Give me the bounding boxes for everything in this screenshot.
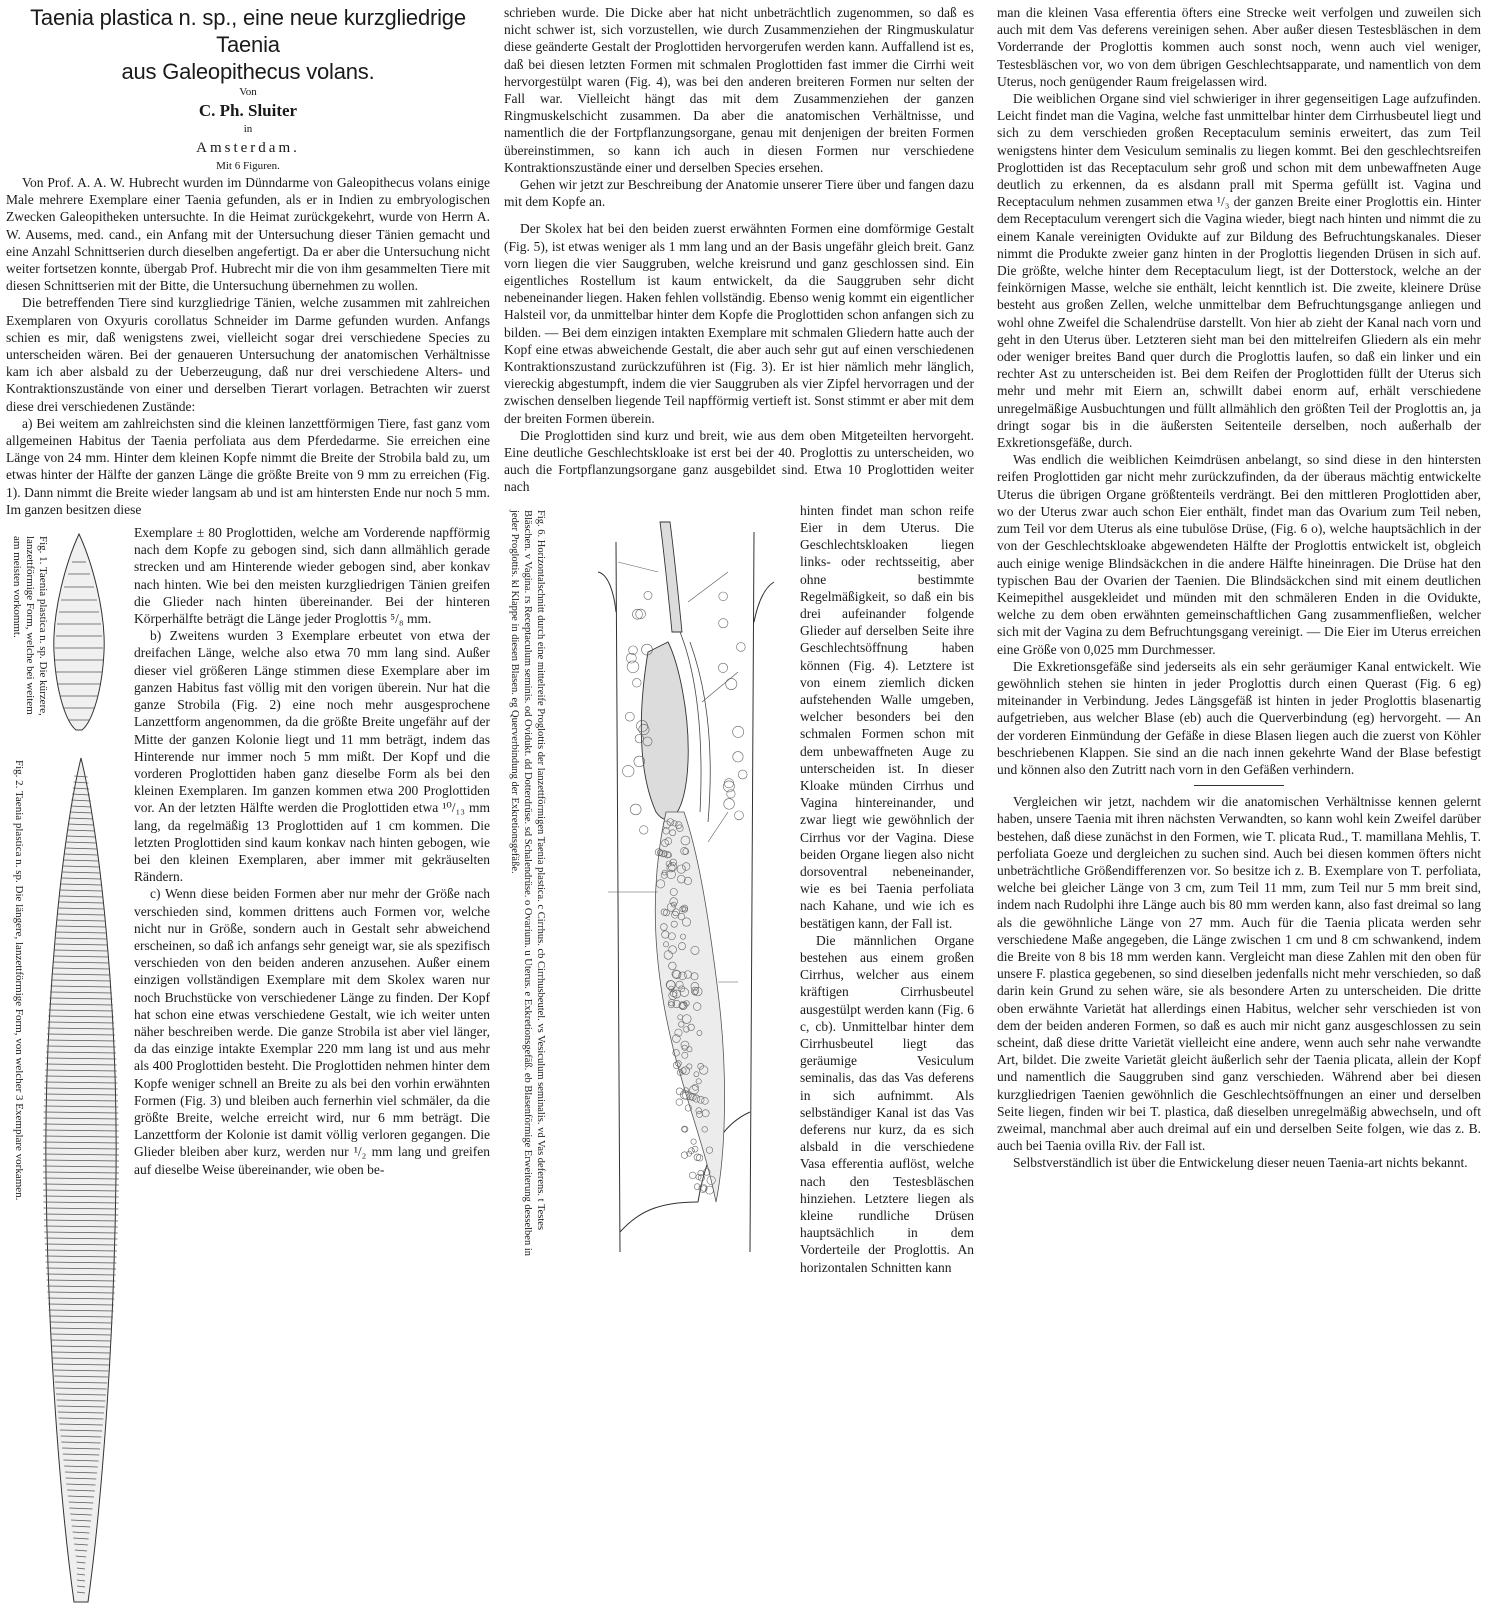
column-2 — [504, 4, 974, 1282]
figure-1-2-column — [6, 524, 134, 1614]
paragraph: Was endlich die weiblichen Keimdrüsen anbelangt, so sind diese in den hintersten reifen Proglottiden gar nicht mehr zurückzufinden, da der überaus mächtig entwickelte Uterus die übrigen Organe größtenteils verdrängt. Bei den mittleren Proglottiden aber, wo der Uterus zwar auch schon Eier enthält, findet man das Ovarium zum Teil neben, zum Teil vor dem Uterus als eine tubulöse Drüse, (Fig. 6 o), welche hauptsächlich in der von der Geschlechtskloake abgewendeten Hälfte der Proglottis entwickelt ist, obgleich auch einige wenige Blindsäckchen in die andere Hälfte hineinragen. Die Drüse hat den typischen Bau der Ovarien der Taenien. Die Blindsäckchen sind mit einem deutlichen Keimepithel ausgekleidet und münden mit den schmäleren Enden in die Ovidukte, welche zu dem oben erwähnten gemeinschaftlichen Gang zusammenfließen, welcher sich mit der Vagina zu dem Befruchtungsgang vereinigt. — Die Eier im Uterus erreichen eine Größe von 0,025 mm Durchmesser. — [997, 452, 1481, 657]
figure-6-illustration — [578, 512, 796, 1272]
paragraph: Die Exkretionsgefäße sind jederseits als ein sehr geräumiger Kanal entwickelt. Wie gewöhnlich stehen sie hinten in jeder Proglottis durch einen Querast (Fig. 6 eg) miteinander in Verbindung. Jedes Längsgefäß ist hinten in jeder Proglottis blasenartig aufgetrieben, aus welcher Blase (eb) auch die Querverbindung (eg) hervorgeht. — An der vorderen Einmündung der Gefäße in diese Blasen liegen auch die zuerst von Köhler beschriebenen Klappen. Sie sind an die nach innen gekehrte Wand der Blase befestigt und können also den Zutritt nach vorn in den Gefäßen verhindern. — [997, 658, 1481, 777]
paragraph: Die weiblichen Organe sind viel schwieriger in ihrer gegenseitigen Lage aufzufinden. Leicht findet man die Vagina, welche fast unmittelbar hinter dem Cirrhusbeutel liegt und sich zu dem verschieden großen Receptaculum seminis erweitert, das zum Teil wenigstens hinter dem Vesiculum seminalis zu liegen kommt. Bei den geschlechtsreifen Proglottiden ist das Receptaculum sehr groß und schon mit dem unbewaffneten Auge deutlich zu erkennen, da es alsdann prall mit Sperma gefüllt ist. Vagina und Receptaculum nehmen zusammen etwa ¹/₃ der ganzen Breite einer Proglottis ein. Hinter dem Receptaculum verengert sich die Vagina wieder, biegt nach hinten und nimmt die zu einem Kanale vereinigten Ovidukte auf zur Bildung des Befruchtungskanales. Dieser nimmt die Produkte zweier ganz hinten in der Proglottis liegenden Drüsen in sich auf. Die größte, welche hinter dem Receptaculum liegt, ist der Dotterstock, welche an der feinkörnigen Masse, welche sie enthält, leicht kenntlich ist. Die zweite, kleinere Drüse besteht aus großen Zellen, welche unmittelbar dem Befruchtungsgange anliegen und wohl ohne Zweifel die Schalendrüse darstellt. Von hier ab zieht der Kanal nach vorn und geht in den Uterus über. Letzteren sieht man bei den mittelreifen Gliedern als ein mehr oder weniger breites Band quer durch die Proglottis laufen, so daß ein linker und ein rechter Ast zu unterscheiden ist. Bei dem Reifen der Proglottiden füllt der Uterus sich mehr und mehr mit Eiern an, schwillt dabei enorm auf, erhält verschiedene unregelmäßige Ausbuchtungen und füllt allmählich den größten Teil der Proglottis an, ja dringt sogar bis in die äußersten Seitenteile derselben, noch außerhalb der Exkretionsgefäße, durch. — [997, 91, 1481, 451]
paragraph: c) Wenn diese beiden Formen aber nur mehr der Größe nach verschieden sind, kommen drittens auch Formen vor, welche nicht nur in Größe, sondern auch in Gestalt sehr abweichend erscheinen, so daß ich anfangs sehr geneigt war, sie als spezifisch verschieden von den beiden anderen anzusehen. Außer einem einzigen vollständigen Exemplare mit dem Skolex waren nur noch Bruchstücke von verschiedener Länge zu finden. Der Kopf hat schon eine etwas verschiedene Gestalt, wie ich weiter unten näher beschreiben werde. Die ganze Strobila ist aber viel länger, da das einzige intakte Exemplar 220 mm lang ist und aus mehr als 400 Proglottiden besteht. Die Proglottiden nehmen hinter dem Kopfe weniger schnell an Breite zu als bei den vorhin erwähnten Formen (Fig. 3) und bleiben auch fernerhin viel schmäler, da die größte Breite, welche erreicht wird, nur 6 mm beträgt. Die Lanzettform der Kolonie ist damit völlig verloren gegangen. Die Glieder bleiben aber kurz, werden nur ¹/₂ mm lang und greifen auf dieselbe Weise übereinander, wie oben be- — [134, 886, 490, 1177]
author-city: Amsterdam. — [196, 140, 300, 156]
column-3 — [997, 4, 1481, 1172]
paragraph: Der Skolex hat bei den beiden zuerst erwähnten Formen eine domförmige Gestalt (Fig. 5), ist etwas weniger als 1 mm lang und an der Basis ungefähr gleich breit. Ganz vorn liegen die vier Sauggruben, welche kreisrund und ganz geschlossen sind. Ein eigentliches Rostellum ist kaum entwickelt, da die Sauggruben sehr dicht nebeneinander liegen. Haken fehlen vollständig. Ebenso wenig kommt ein eigentlicher Halsteil vor, da unmittelbar hinter dem Kopfe die Proglottiden schon anfangen sich zu bilden. — Bei dem einzigen intakten Exemplare mit schmalen Gliedern hatte auch der Kopf eine etwas abweichende Gestalt, die aber auch sehr gut auf einen verschiedenen Kontraktionszustand zurückzuführen ist (Fig. 3). Er ist hier nämlich mehr länglich, viereckig abgestumpft, indem die vier Sauggruben als vier Zipfel hervorragen und der zwischen denselben liegende Teil napfförmig vertieft ist. Sonst stimmt er aber mit dem der breiten Formen überein. — [504, 221, 974, 426]
figure-2-illustration — [40, 756, 122, 1606]
paragraph: b) Zweitens wurden 3 Exemplare erbeutet von etwa der dreifachen Länge, welche also etwa 70 mm lang sind. Außer dieser viel größeren Länge stimmen diese Exemplare aber im ganzen Habitus fast völlig mit den vorigen überein. Nur hat die ganze Strobila (Fig. 2) eine noch mehr ausgesprochene Lanzettform angenommen, da die größte Breite ungefähr auf der Mitte der ganzen Kolonie liegt und 11 mm beträgt, indem das Hinterende nur immer noch 5 mm mißt. Der Kopf und die vorderen Proglottiden haben ganz dieselbe Form als bei den kleinen Exemplaren. Im ganzen kommen etwa 200 Proglottiden vor. An der letzten Hälfte werden die Proglottiden etwa ¹⁰/₁₃ mm lang, da regelmäßig 13 Proglottiden auf 1 cm kommen. Die letzten Proglottiden sind kaum konkav nach hinten gebogen, wie bei den kleinen Exemplaren, aber immer mit gekräuselten Rändern. — [134, 628, 490, 885]
paragraph: man die kleinen Vasa efferentia öfters eine Strecke weit verfolgen und zuweilen sich auch mit dem Vas deferens vereinigen sehen. Aber außer diesen Testesbläschen in dem Vorderrande der Proglottis kommen auch sonst noch, wenn auch viel weniger, Testesbläschen vor, wo von dem übrigen Geschlechtsapparate, und namentlich von dem Uterus, noch genügender Raum freigelassen wird. — [997, 5, 1481, 89]
paragraph: Exemplare ± 80 Proglottiden, welche am Vorderende napfförmig nach dem Kopfe zu gebogen sind, sich dann allmählich gerade strecken und am Hinterende wieder gebogen sind, aber konkav nach hinten. Wie bei den meisten kurzgliedrigen Tänien greifen die Glieder nach hinten übereinander. Bei der hinteren Körperhälfte beträgt die Länge jeder Proglottis ⁵/₈ mm. — [134, 525, 490, 627]
figure-2-caption: Fig. 2. Taenia plastica n. sp. Die längere, lanzettförmige Form, von welcher 3 Exemplare vorkamen. — [13, 760, 25, 1201]
paragraph: Von Prof. A. A. W. Hubrecht wurden im Dünndarme von Galeopithecus volans einige Male mehrere Exemplare einer Taenia gefunden, als er in Indien zu embryologischen Zwecken Galeopitheken untersuchte. In die Heimat zurückgekehrt, wurde von Herrn A. W. Ausems, med. cand., ein Anfang mit der Untersuchung dieser Tänien gemacht und eine Anzahl Schnittserien durch dieselben angefertigt. Da er aber die Untersuchung nicht weiter fortsetzen konnte, übergab Prof. Hubrecht mir die von ihm gesammelten Tiere mit diesen Schnittserien mit der Bitte, die Untersuchung übernehmen zu wollen. — [6, 175, 490, 294]
paragraph: Die betreffenden Tiere sind kurzgliedrige Tänien, welche zusammen mit zahlreichen Exemplaren von Oxyuris corollatus Schneider im Darme gefunden wurden. Anfangs schien es mir, daß wenigstens zwei, vielleicht sogar drei verschiedene Species zu unterscheiden wären. Bei der genaueren Untersuchung der anatomischen Verhältnisse kam ich aber alsbald zu der Ueberzeugung, daß nur drei verschiedene Alters- und Kontraktionszustände von einer und derselben Tierart vorlagen. Betrachten wir zuerst diese drei verschiedenen Zustände: — [6, 295, 490, 414]
article-title-line-1: Taenia plastica n. sp., eine neue kurzgliedrige Taenia — [30, 5, 466, 57]
byline-in: in — [243, 123, 253, 135]
paragraph: Die Proglottiden sind kurz und breit, wie aus dem oben Mitgeteilten hervorgeht. Eine deutliche Geschlechtskloake ist erst bei der 40. Proglottis zu unterscheiden, wo auch die Fortpflanzungsorgane ganz ausgebildet sind. Etwa 10 Proglottiden weiter nach — [504, 427, 974, 495]
figure-6-text — [800, 502, 974, 1282]
figure-6-caption: Fig. 6. Horizontalschnitt durch eine mittelreife Proglottis der lanzettförmigen Taenia plastica. c Cirrhus. cb Cirrhusbeutel. vs Vesiculum seminalis. vd Vas deferens. t Testes Bläschen. v Vagina. rs Receptaculum seminis. od Ovidukt. dd Dotterdrüse. sd Schalendrüse. o Ovarium. u Uterus. e Exkretionsgefäß. eb Blasenförmige Erweiterung desselben in jeder Proglottis. kl Klappe in diesen Blasen. eg Querverbindung der Exkretionsgefäße. — [509, 509, 546, 1256]
figure-1-caption: Fig. 1. Taenia plastica n. sp. Die kürzere, lanzettförmige Form, welche bei weitem am meisten vorkommt. — [11, 536, 49, 716]
paragraph: Selbstverständlich ist über die Entwickelung dieser neuen Taenia-art nichts bekannt. — [1013, 1155, 1468, 1171]
paragraph: a) Bei weitem am zahlreichsten sind die kleinen lanzettförmigen Tiere, fast ganz vom allgemeinen Habitus der Taenia perfoliata aus dem Pferdedarme. Sie erreichen eine Länge von 24 mm. Hinter dem kleinen Kopfe nimmt die Breite der Strobila bald zu, um etwas hinter der Hälfte der ganzen Länge die größte Breite von 9 mm zu erreichen (Fig. 1). Dann nimmt die Breite wieder langsam ab und ist am hintersten Ende nur noch 5 mm. Im ganzen besitzen diese — [6, 415, 490, 517]
figure-6-block — [504, 502, 974, 1282]
figure-1-illustration — [48, 532, 110, 732]
figure-1-2-text — [134, 524, 490, 1614]
paragraph: hinten findet man schon reife Eier in dem Uterus. Die Geschlechtskloaken liegen links- oder rechtsseitig, aber ohne bestimmte Regelmäßigkeit, so daß ein bis drei aufeinander folgende Glieder auf derselben Seite ihre Geschlechtsöffnung haben können (Fig. 4). Letztere ist von einem ziemlich dicken aufstehenden Walle umgeben, welcher besonders bei den schmalen Formen schon mit dem unbewaffneten Auge zu unterscheiden ist. In dieser Kloake münden Cirrhus und Vagina hintereinander, und zwar liegt wie gewöhnlich der Cirrhus vor der Vagina. Diese beiden Organe liegen also nicht dorsoventral nebeneinander, wie es bei Taenia perfoliata nach Kahane, und wie ich es bestätigen kann, der Fall ist. — [800, 502, 974, 931]
article-title-line-2: aus Galeopithecus volans. — [121, 59, 375, 84]
paragraph: Vergleichen wir jetzt, nachdem wir die anatomischen Verhältnisse kennen gelernt haben, unsere Taenia mit ihren nächsten Verwandten, so kann wohl kein Zweifel darüber bestehen, daß diese zunächst in den Formen, wie T. plicata Rud., T. mamillana Mehlis, T. perfoliata Goeze und dergleichen zu suchen sind. Auch bei diesen kommen öfters nicht unbeträchtliche Größendifferenzen vor. So besitze ich z. B. Exemplare von T. perfoliata, welche bei gleicher Länge von 3 cm, zum Teil 11 mm, zum Teil nur 5 mm breit sind, indem nach Rudolphi ihre Länge auch bis 80 mm werden kann, also fast dreimal so lang als die gewöhnliche Länge von 27 mm. Auch für die Taenia plicata werden sehr verschiedene Maße angegeben, die Länge zwischen 1 cm und 8 cm schwankend, indem die Breite von 8 bis 18 mm werden kann. Vergleicht man diese Zahlen mit den oben für unsere F. plastica gegebenen, so sind dieselben jedenfalls nicht mehr verschieden, so daß darin kein Grund zu sehen wäre, sie als besondere Arten zu unterscheiden. Die dritte oben erwähnte Varietät hat allerdings einen Habitus, welcher sehr verschieden ist von dem der beiden anderen Formen, so daß es auch mir nicht ganz ausgeschlossen zu sein scheint, daß diese dritte Varietät vielleicht eine andere, wenn auch sehr nahe verwandte Art, bildet. Die zweite Varietät gleicht äußerlich sehr der Taenia plicata, allein der Kopf und namentlich die Sauggruben sind ganz verschieden. Während aber bei diesen kurzgliedrigen Taenien gewöhnlich die Geschlechtsöffnungen an einer und derselben Seite liegen, finden wir bei T. plastica, daß dieselben unregelmäßig abwechseln, und oft zweimal, manchmal aber auch dreimal auf ein und derselben Seite folgen, wie das z. B. auch bei Taenia ovilla Riv. der Fall ist. — [997, 794, 1481, 1154]
paragraph: Gehen wir jetzt zur Beschreibung der Anatomie unserer Tiere über und fangen dazu mit dem Kopfe an. — [504, 177, 974, 210]
figure-6-column — [504, 502, 800, 1282]
byline-von: Von — [239, 86, 257, 98]
section-divider — [1194, 785, 1284, 786]
figure-count: Mit 6 Figuren. — [216, 160, 280, 172]
paragraph: schrieben wurde. Die Dicke aber hat nicht unbeträchtlich zugenommen, so daß es nicht schwer ist, sich vorzustellen, wie durch Zusammenziehen der Ringmuskulatur diese geänderte Gestalt der Proglottiden hervorgerufen werden kann. Auffallend ist es, daß bei diesen letzten Formen mit schmalen Proglottiden fast immer die Cirrhi weit hervorgestülpt waren (Fig. 4), was bei den anderen breiteren Formen nur selten der Fall war. Vielleicht hängt das mit dem Zusammenziehen der ganzen Ringmuskelschicht zusammen. Da aber die anatomischen Verhältnisse, und namentlich die der Fortpflanzungsorgane, genau mit denjenigen der breiten Formen übereinstimmen, so kann ich auch in diesen Formen nur verschiedene Kontraktionszustände einer und derselben Species ersehen. — [504, 5, 974, 175]
author-name: C. Ph. Sluiter — [198, 101, 298, 120]
column-1 — [6, 4, 490, 1614]
figure-1-2-block — [6, 524, 490, 1614]
paragraph: Die männlichen Organe bestehen aus einem großen Cirrhus, welcher aus einem kräftigen Cirrhusbeutel ausgestülpt werden kann (Fig. 6 c, cb). Unmittelbar hinter dem Cirrhusbeutel liegt das geräumige Vesiculum seminalis, das das Vas deferens in sich aufnimmt. Als selbständiger Kanal ist das Vas deferens nur kurz, da es sich alsbald in die verschiedene Vasa efferentia auflöst, welche nach den Testesbläschen hinziehen. Letztere liegen als kleine rundliche Drüsen hauptsächlich in dem Vorderteile der Proglottis. An horizontalen Schnitten kann — [800, 932, 974, 1275]
